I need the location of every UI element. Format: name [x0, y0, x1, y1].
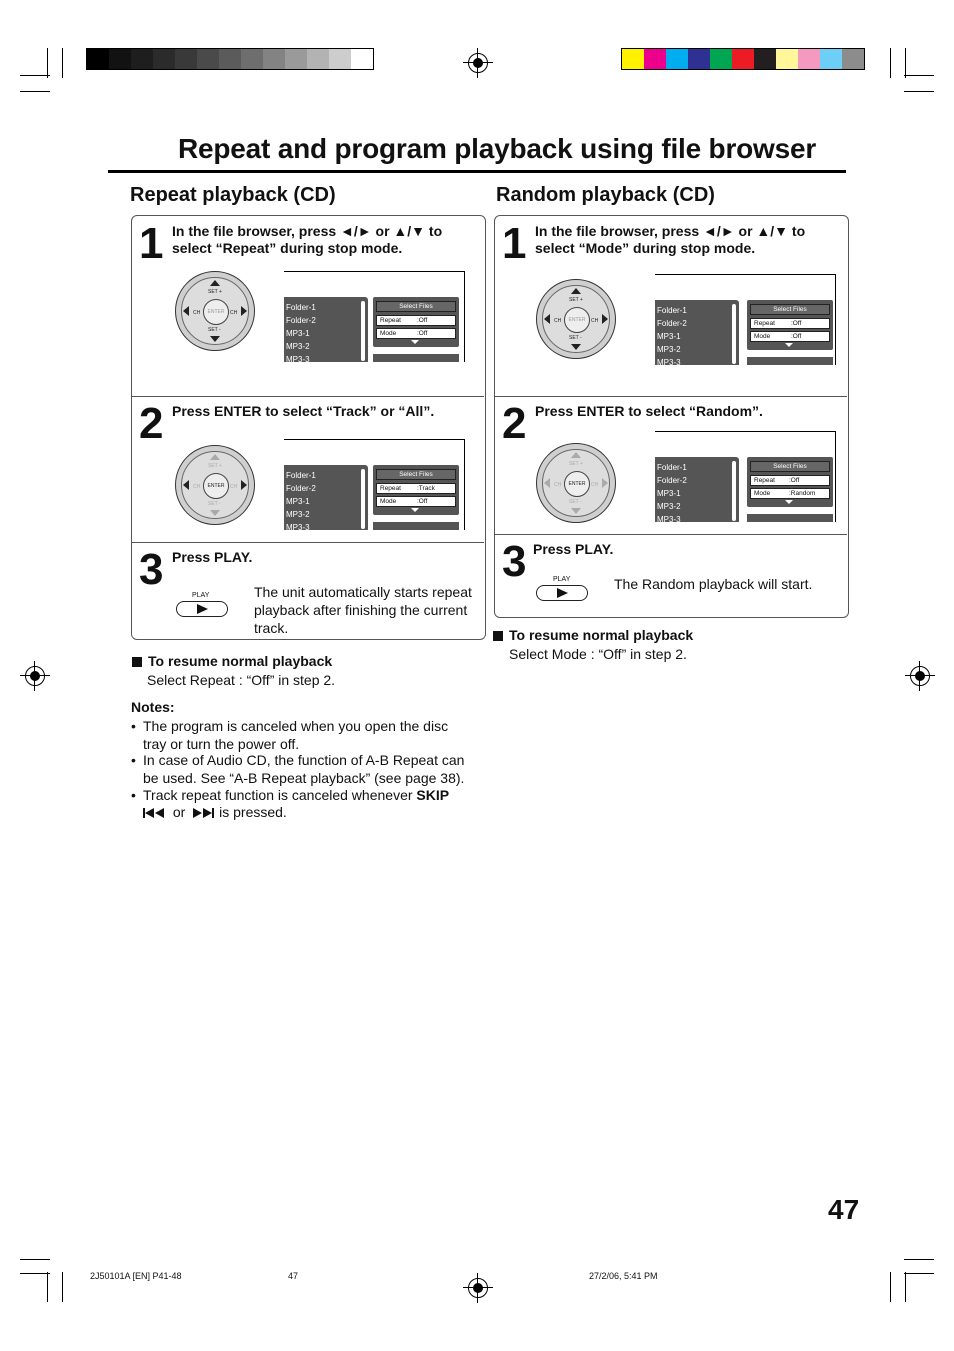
- right-arrow-icon: [602, 314, 608, 324]
- set-minus-label: SET -: [569, 335, 582, 341]
- row-label: Mode: [380, 330, 397, 337]
- file-item: MP3-2: [657, 502, 681, 511]
- file-item: MP3-1: [657, 332, 681, 341]
- menu-down-icon: [411, 340, 419, 344]
- down-arrow-icon: [571, 508, 581, 514]
- remote-dial: [175, 445, 255, 525]
- crop-mark: [904, 1273, 934, 1274]
- file-item: MP3-1: [657, 489, 681, 498]
- row-value: :Random: [789, 490, 816, 497]
- set-plus-label: SET +: [208, 289, 222, 295]
- color-swatch: [219, 49, 241, 69]
- crop-mark: [905, 1272, 906, 1302]
- play-label: PLAY: [553, 576, 571, 583]
- step-instruction: Press ENTER to select “Track” or “All”.: [172, 403, 435, 419]
- bullet: •: [131, 718, 136, 734]
- step-description: The Random playback will start.: [614, 576, 813, 592]
- crop-mark: [890, 1272, 891, 1302]
- row-label: Repeat: [380, 317, 401, 324]
- footer-right: 27/2/06, 5:41 PM: [589, 1271, 658, 1281]
- menu-title: Select Files: [376, 301, 456, 312]
- step-number: 1: [502, 219, 527, 268]
- step-number: 3: [139, 545, 164, 594]
- skip-back-icon: [143, 804, 165, 822]
- color-calibration-bar: [621, 48, 865, 70]
- file-item: MP3-3: [286, 355, 310, 362]
- color-swatch: [329, 49, 351, 69]
- row-value: :Track: [417, 485, 435, 492]
- row-label: Repeat: [380, 485, 401, 492]
- enter-button: ENTER: [203, 299, 229, 325]
- down-arrow-icon: [210, 336, 220, 342]
- row-label: Repeat: [754, 477, 775, 484]
- left-arrow-icon: [544, 478, 550, 488]
- color-swatch: [842, 49, 864, 69]
- notes-heading: Notes:: [131, 699, 175, 715]
- color-swatch: [622, 49, 644, 69]
- resume-heading-text: To resume normal playback: [509, 627, 694, 643]
- crop-mark: [20, 1259, 50, 1260]
- scrollbar: [732, 304, 736, 364]
- step-instruction: Press ENTER to select “Random”.: [535, 403, 763, 419]
- scrollbar: [732, 461, 736, 521]
- step-instruction: Press PLAY.: [172, 549, 253, 565]
- note-text: or: [172, 804, 186, 820]
- color-swatch: [688, 49, 710, 69]
- set-minus-label: SET -: [208, 501, 221, 507]
- scrollbar: [361, 469, 365, 529]
- crop-mark: [62, 48, 63, 78]
- row-label: Mode: [380, 498, 397, 505]
- crop-mark: [62, 1272, 63, 1302]
- file-list: [655, 300, 739, 365]
- file-item: Folder-1: [657, 306, 687, 315]
- menu-lower-panel: [747, 357, 833, 365]
- menu-row-repeat: [750, 318, 830, 329]
- options-menu: [373, 465, 459, 515]
- menu-row-repeat: [750, 475, 830, 486]
- registration-mark: [468, 1278, 488, 1298]
- right-arrow-icon: [241, 306, 247, 316]
- file-item: MP3-1: [286, 329, 310, 338]
- scrollbar: [361, 301, 365, 361]
- resume-heading: [493, 627, 693, 643]
- file-item: MP3-3: [657, 358, 681, 365]
- row-value: :Off: [791, 320, 802, 327]
- up-arrow-icon: [210, 280, 220, 286]
- menu-lower-panel: [747, 514, 833, 522]
- color-swatch: [131, 49, 153, 69]
- left-arrow-icon: [544, 314, 550, 324]
- menu-down-icon: [785, 500, 793, 504]
- step-number: 2: [502, 399, 527, 448]
- menu-down-icon: [785, 343, 793, 347]
- set-minus-label: SET -: [208, 327, 221, 333]
- color-swatch: [666, 49, 688, 69]
- row-label: Repeat: [754, 320, 775, 327]
- footer-left: 2J50101A [EN] P41-48: [90, 1271, 182, 1281]
- menu-title: Select Files: [750, 461, 830, 472]
- skip-label: SKIP: [416, 787, 450, 803]
- step-instruction: Press PLAY.: [533, 541, 614, 557]
- ch-minus-label: CH: [554, 482, 562, 488]
- note-text: is pressed.: [219, 804, 287, 820]
- menu-title: Select Files: [750, 304, 830, 315]
- crop-mark: [47, 48, 48, 78]
- step-instruction: In the file browser, press ◄/► or ▲/▼ to select “Repeat” during stop mode.: [172, 223, 443, 256]
- menu-title: Select Files: [376, 469, 456, 480]
- file-item: MP3-1: [286, 497, 310, 506]
- up-arrow-icon: [571, 288, 581, 294]
- file-list: [284, 297, 368, 362]
- ch-minus-label: CH: [193, 484, 201, 490]
- file-browser-screen: [284, 439, 465, 530]
- file-item: Folder-2: [286, 316, 316, 325]
- note-text: Track repeat function is canceled whenever: [143, 787, 417, 803]
- random-heading: Random playback (CD): [496, 184, 715, 206]
- file-item: MP3-3: [657, 515, 681, 522]
- up-arrow-icon: [210, 454, 220, 460]
- down-arrow-icon: [210, 510, 220, 516]
- menu-row-repeat: [376, 315, 456, 326]
- file-item: MP3-3: [286, 523, 310, 530]
- color-swatch: [798, 49, 820, 69]
- crop-mark: [890, 48, 891, 78]
- file-item: MP3-2: [286, 342, 310, 351]
- row-label: Mode: [754, 333, 771, 340]
- ch-minus-label: CH: [554, 318, 562, 324]
- row-value: :Off: [417, 498, 428, 505]
- file-item: Folder-2: [657, 319, 687, 328]
- play-button-icon: [176, 601, 228, 617]
- play-label: PLAY: [192, 592, 210, 599]
- row-label: Mode: [754, 490, 771, 497]
- skip-forward-icon: [193, 804, 215, 822]
- file-list: [655, 457, 739, 522]
- row-value: :Off: [791, 333, 802, 340]
- registration-mark: [910, 666, 930, 686]
- options-menu: [373, 297, 459, 347]
- color-swatch: [285, 49, 307, 69]
- remote-dial: [536, 443, 616, 523]
- color-swatch: [351, 49, 373, 69]
- set-plus-label: SET +: [569, 297, 583, 303]
- down-arrow-icon: [571, 344, 581, 350]
- color-swatch: [754, 49, 776, 69]
- resume-heading: [132, 653, 332, 669]
- file-item: Folder-2: [286, 484, 316, 493]
- color-swatch: [241, 49, 263, 69]
- menu-down-icon: [411, 508, 419, 512]
- resume-text: Select Mode : “Off” in step 2.: [509, 646, 687, 662]
- file-item: Folder-1: [286, 471, 316, 480]
- menu-row-mode: [376, 496, 456, 507]
- registration-mark: [25, 666, 45, 686]
- color-swatch: [263, 49, 285, 69]
- color-swatch: [776, 49, 798, 69]
- menu-row-mode: [750, 331, 830, 342]
- crop-mark: [904, 75, 934, 76]
- file-item: Folder-2: [657, 476, 687, 485]
- grayscale-calibration-bar: [86, 48, 374, 70]
- menu-row-mode: [376, 328, 456, 339]
- crop-mark: [47, 1272, 48, 1302]
- divider: [132, 396, 484, 397]
- menu-row-mode: [750, 488, 830, 499]
- color-swatch: [820, 49, 842, 69]
- bullet: •: [131, 787, 136, 803]
- options-menu: [747, 300, 833, 350]
- file-browser-screen: [655, 431, 836, 522]
- file-item: MP3-2: [657, 345, 681, 354]
- square-bullet-icon: [132, 657, 142, 667]
- enter-button: ENTER: [203, 473, 229, 499]
- color-swatch: [644, 49, 666, 69]
- page-number: 47: [828, 1194, 860, 1225]
- color-swatch: [197, 49, 219, 69]
- crop-mark: [20, 91, 50, 92]
- resume-text: Select Repeat : “Off” in step 2.: [147, 672, 336, 688]
- remote-dial: [536, 279, 616, 359]
- page-title: Repeat and program playback using file browser: [178, 133, 817, 164]
- step-description: The unit automatically starts repeat playback after finishing the current track.: [254, 584, 472, 636]
- registration-mark: [468, 53, 488, 73]
- step-number: 3: [502, 537, 527, 586]
- crop-mark: [904, 91, 934, 92]
- enter-button: ENTER: [564, 307, 590, 333]
- ch-plus-label: CH: [591, 318, 599, 324]
- color-swatch: [307, 49, 329, 69]
- color-swatch: [732, 49, 754, 69]
- file-browser-screen: [284, 271, 465, 362]
- right-arrow-icon: [602, 478, 608, 488]
- bullet: •: [131, 752, 136, 768]
- row-value: :Off: [417, 330, 428, 337]
- up-arrow-icon: [571, 452, 581, 458]
- crop-mark: [20, 75, 50, 76]
- crop-mark: [20, 1273, 50, 1274]
- file-item: Folder-1: [657, 463, 687, 472]
- remote-dial: [175, 271, 255, 351]
- color-swatch: [109, 49, 131, 69]
- enter-button: ENTER: [564, 471, 590, 497]
- row-value: :Off: [417, 317, 428, 324]
- color-swatch: [153, 49, 175, 69]
- file-item: MP3-2: [286, 510, 310, 519]
- ch-minus-label: CH: [193, 310, 201, 316]
- ch-plus-label: CH: [230, 484, 238, 490]
- color-swatch: [175, 49, 197, 69]
- menu-lower-panel: [373, 522, 459, 530]
- square-bullet-icon: [493, 631, 503, 641]
- file-list: [284, 465, 368, 530]
- set-minus-label: SET -: [569, 499, 582, 505]
- row-value: :Off: [789, 477, 800, 484]
- crop-mark: [904, 1259, 934, 1260]
- step-number: 1: [139, 219, 164, 268]
- repeat-heading: Repeat playback (CD): [130, 184, 336, 206]
- note-item: [143, 786, 478, 804]
- ch-plus-label: CH: [230, 310, 238, 316]
- set-plus-label: SET +: [208, 463, 222, 469]
- menu-lower-panel: [373, 354, 459, 362]
- divider: [132, 542, 484, 543]
- note-item-cont: [143, 803, 287, 822]
- play-button-icon: [536, 585, 588, 601]
- left-arrow-icon: [183, 306, 189, 316]
- resume-heading-text: To resume normal playback: [148, 653, 333, 669]
- color-swatch: [87, 49, 109, 69]
- divider: [495, 534, 847, 535]
- title-rule: [108, 170, 846, 173]
- crop-mark: [905, 48, 906, 78]
- set-plus-label: SET +: [569, 461, 583, 467]
- menu-row-repeat: [376, 483, 456, 494]
- note-item: The program is canceled when you open the disc tray or turn the power off.: [143, 718, 449, 752]
- file-item: Folder-1: [286, 303, 316, 312]
- file-browser-screen: [655, 274, 836, 365]
- ch-plus-label: CH: [591, 482, 599, 488]
- left-arrow-icon: [183, 480, 189, 490]
- step-instruction: In the file browser, press ◄/► or ▲/▼ to select “Mode” during stop mode.: [535, 223, 806, 256]
- right-arrow-icon: [241, 480, 247, 490]
- divider: [495, 396, 847, 397]
- color-swatch: [710, 49, 732, 69]
- step-number: 2: [139, 399, 164, 448]
- options-menu: [747, 457, 833, 507]
- footer-middle: 47: [288, 1271, 299, 1281]
- note-item: In case of Audio CD, the function of A-B Repeat can be used. See “A-B Repeat playback” (see page 38).: [143, 752, 465, 786]
